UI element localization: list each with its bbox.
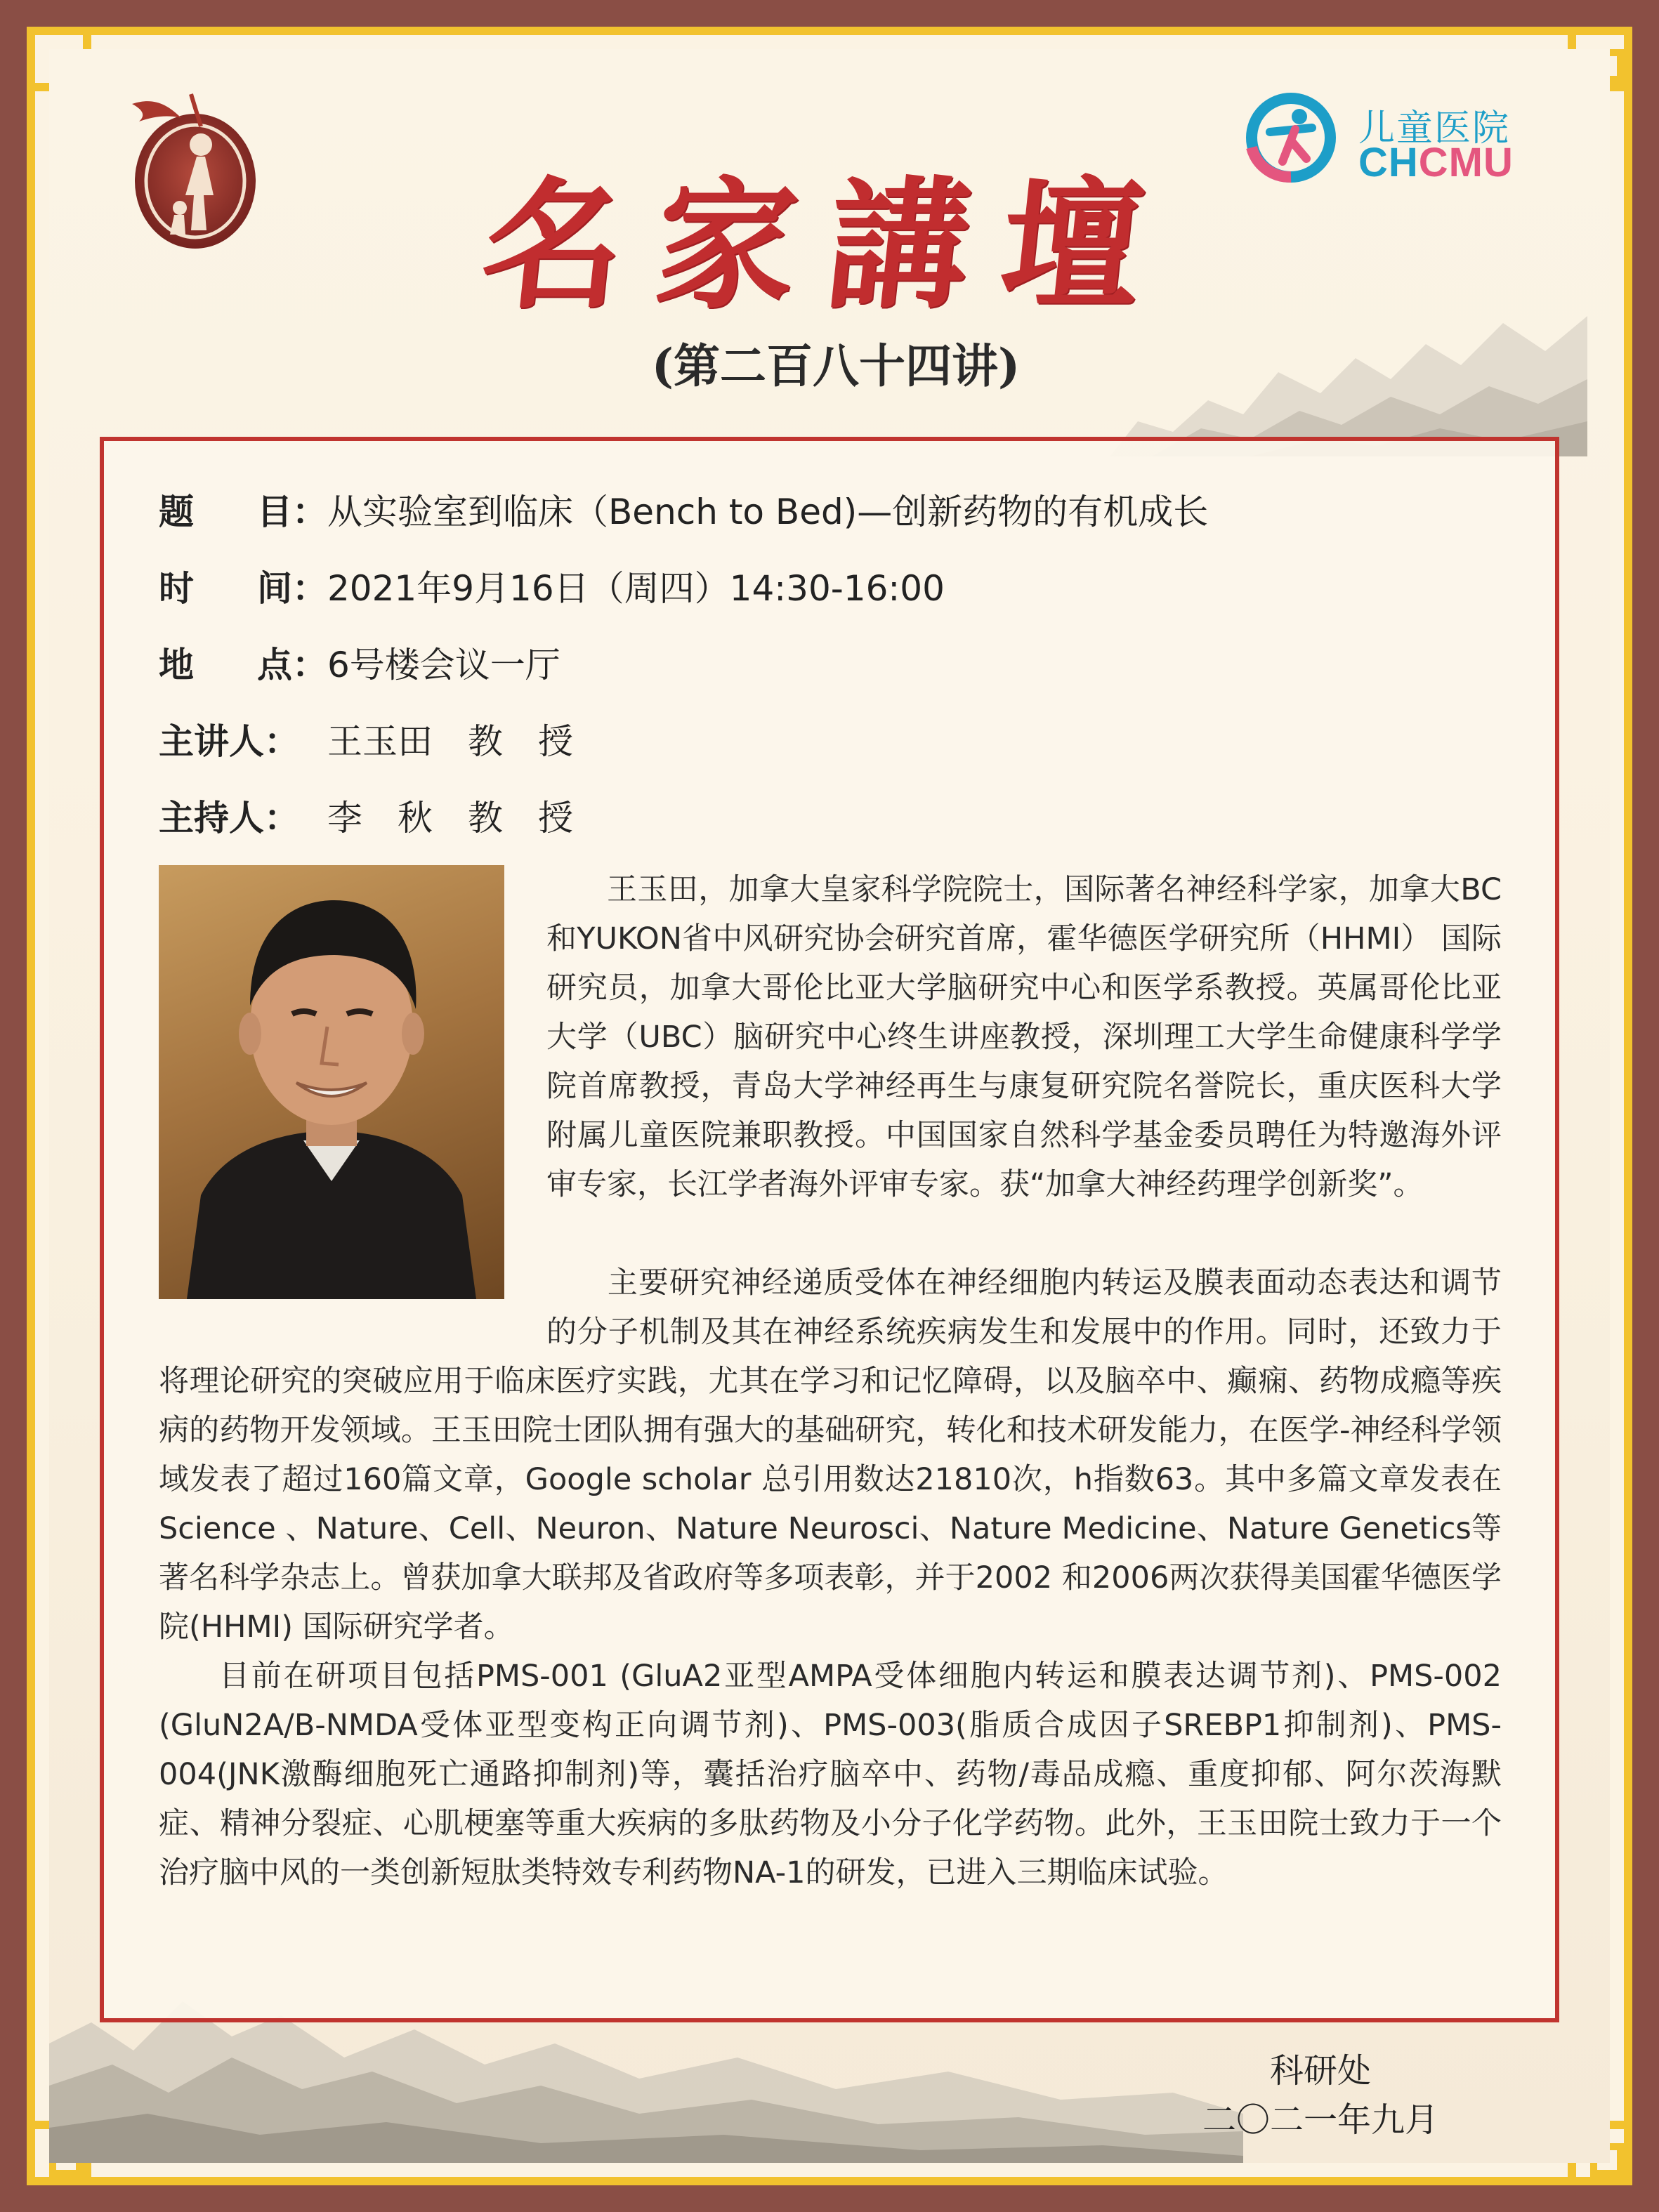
bio-paragraph-2 xyxy=(159,1258,1502,1652)
hospital-emblem-icon xyxy=(118,90,267,251)
lecture-number-subtitle: (第二百八十四讲) xyxy=(651,338,1021,393)
topic-label: 题 目： xyxy=(159,492,327,532)
lecture-series-title: 名家講壇 xyxy=(474,163,1183,328)
chcmu-child-logo-icon xyxy=(1242,88,1340,187)
host-value: 李 秋 教 授 xyxy=(327,798,573,838)
bio-paragraph-2-text: 主要研究神经递质受体在神经细胞内转运及膜表面动态表达和调节的分子机制及其在神经系统疾病发生和发展中的作用。同时，还致力于将理论研究的突破应用于临床医疗实践，尤其在学习和记忆障碍，以及脑卒中、癫痫、药物成瘾等疾病的药物开发领域。王玉田院士团队拥有强大的基础研究，转化和技术研发能力，在医学-神经科学领域发表了超过160篇文章，Google scholar 总引用数达21810次，h指数63。其中多篇文章发表在Science 、Nature、Cell、Neuron、Nature Neurosci、Nature Medicine、Nature Genetics等著名科学杂志上。曾获加拿大联邦及省政府等多项表彰，并于2002 和2006两次获得美国霍华德医学院(HHMI) 国际研究学者。 xyxy=(159,1265,1502,1645)
topic-row xyxy=(159,487,1208,536)
speaker-row xyxy=(159,717,573,766)
time-row xyxy=(159,564,945,613)
bio-paragraph-1: 王玉田，加拿大皇家科学院院士，国际著名神经科学家，加拿大BC和YUKON省中风研究协会研究首席，霍华德医学研究所（HHMI） 国际研究员，加拿大哥伦比亚大学脑研究中心和医学系教授。英属哥伦比亚大学（UBC）脑研究中心终生讲座教授，深圳理工大学生命健康科学学院首席教授，青岛大学神经再生与康复研究院名誉院长，重庆医科大学附属儿童医院兼职教授。中国国家自然科学基金委员聘任为特邀海外评审专家，长江学者海外评审专家。获“加拿大神经药理学创新奖”。 xyxy=(546,872,1502,1202)
host-label: 主持人： xyxy=(159,798,299,838)
chcmu-logo xyxy=(1242,88,1537,187)
hospital-name-en-cmu: CMU xyxy=(1418,140,1514,185)
speaker-label: 主讲人： xyxy=(159,721,299,762)
issue-date: 二〇二一年九月 xyxy=(1202,2100,1439,2140)
photo-wrap-spacer xyxy=(159,1258,546,1357)
hospital-name-en xyxy=(1358,139,1514,186)
speaker-value: 王玉田 教 授 xyxy=(327,721,573,762)
speaker-portrait-photo xyxy=(159,865,504,1299)
topic-value: 从实验室到临床（Bench to Bed)—创新药物的有机成长 xyxy=(327,492,1209,532)
host-row xyxy=(159,794,573,843)
bio-paragraph-3: 目前在研项目包括PMS-001 (GluA2亚型AMPA受体细胞内转运和膜表达调节剂)、PMS-002 (GluN2A/B-NMDA受体亚型变构正向调节剂)、PMS-003(脂质合成因子SREBP1抑制剂)、PMS-004(JNK激酶细胞死亡通路抑制剂)等，囊括治疗脑卒中、药物/毒品成瘾、重度抑郁、阿尔茨海默症、精神分裂症、心肌梗塞等重大疾病的多肽药物及小分子化学药物。此外，王玉田院士致力于一个治疗脑中风的一类创新短肽类特效专利药物NA-1的研发，已进入三期临床试验。 xyxy=(159,1659,1502,1890)
time-label: 时 间： xyxy=(159,568,327,609)
place-label: 地 点： xyxy=(159,645,327,685)
place-value: 6号楼会议一厅 xyxy=(327,645,560,685)
hospital-name-en-ch: CH xyxy=(1358,140,1419,185)
place-row xyxy=(159,640,560,690)
issuing-department: 科研处 xyxy=(1270,2051,1372,2091)
time-value: 2021年9月16日（周四）14:30-16:00 xyxy=(327,568,945,609)
speaker-portrait-illustration xyxy=(159,865,504,1299)
hospital-name-cn: 儿童医院 xyxy=(1358,107,1511,150)
